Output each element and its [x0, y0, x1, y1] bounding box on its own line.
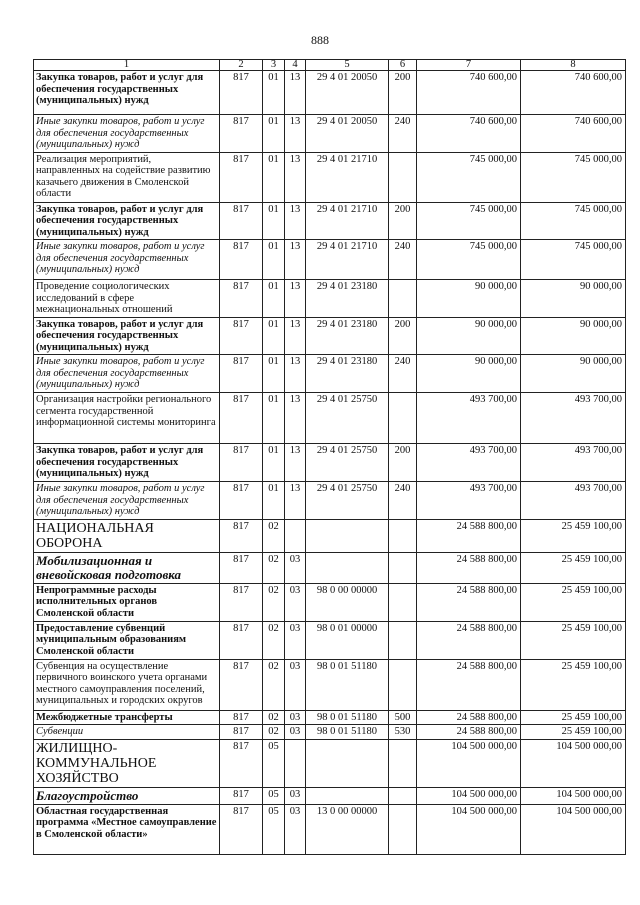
name-cell: Иные закупки товаров, работ и услуг для обеспечения государственных (муниципальных) нужд — [34, 115, 220, 153]
table-row — [34, 202, 626, 240]
table-row — [34, 317, 626, 355]
code-cell: 817 — [220, 317, 263, 355]
target-article-cell: 98 0 01 00000 — [306, 621, 389, 659]
target-article-cell: 98 0 01 51180 — [306, 725, 389, 740]
code-cell: 817 — [220, 552, 263, 583]
amount-year2-cell: 25 459 100,00 — [521, 621, 626, 659]
name-cell: Закупка товаров, работ и услуг для обеспечения государственных (муниципальных) нужд — [34, 202, 220, 240]
header-cell: 1 — [34, 60, 220, 71]
section-cell: 01 — [263, 355, 285, 393]
name-cell: Иные закупки товаров, работ и услуг для обеспечения государственных (муниципальных) нужд — [34, 240, 220, 280]
code-cell: 817 — [220, 152, 263, 202]
table-row — [34, 804, 626, 854]
table-row — [34, 71, 626, 115]
expense-type-cell: 240 — [389, 115, 417, 153]
code-cell: 817 — [220, 71, 263, 115]
name-cell: ЖИЛИЩНО-КОММУНАЛЬНОЕ ХОЗЯЙСТВО — [34, 739, 220, 787]
table-row — [34, 444, 626, 482]
expense-type-cell: 530 — [389, 725, 417, 740]
section-cell: 01 — [263, 202, 285, 240]
name-cell: Субвенции — [34, 725, 220, 740]
subsection-cell: 13 — [285, 71, 306, 115]
target-article-cell: 29 4 01 21710 — [306, 240, 389, 280]
expense-type-cell: 500 — [389, 710, 417, 725]
subsection-cell: 03 — [285, 659, 306, 710]
header-cell: 5 — [306, 60, 389, 71]
section-cell: 01 — [263, 317, 285, 355]
code-cell: 817 — [220, 519, 263, 552]
target-article-cell: 29 4 01 25750 — [306, 393, 389, 444]
target-article-cell — [306, 739, 389, 787]
section-cell: 01 — [263, 240, 285, 280]
amount-year2-cell: 25 459 100,00 — [521, 519, 626, 552]
table-header-row — [34, 60, 626, 71]
name-cell: Иные закупки товаров, работ и услуг для обеспечения государственных (муниципальных) нужд — [34, 482, 220, 520]
section-cell: 01 — [263, 152, 285, 202]
subsection-cell: 13 — [285, 317, 306, 355]
target-article-cell — [306, 552, 389, 583]
code-cell: 817 — [220, 804, 263, 854]
table-row — [34, 152, 626, 202]
amount-year2-cell: 90 000,00 — [521, 355, 626, 393]
expense-type-cell — [389, 804, 417, 854]
name-cell: Иные закупки товаров, работ и услуг для обеспечения государственных (муниципальных) нужд — [34, 355, 220, 393]
amount-year1-cell: 740 600,00 — [417, 71, 521, 115]
table-row — [34, 583, 626, 621]
amount-year1-cell: 24 588 800,00 — [417, 621, 521, 659]
table-row — [34, 659, 626, 710]
subsection-cell: 13 — [285, 240, 306, 280]
subsection-cell: 03 — [285, 804, 306, 854]
budget-table — [33, 59, 626, 855]
amount-year2-cell: 25 459 100,00 — [521, 710, 626, 725]
table-row — [34, 519, 626, 552]
section-cell: 01 — [263, 444, 285, 482]
table-row — [34, 725, 626, 740]
expense-type-cell — [389, 583, 417, 621]
section-cell: 02 — [263, 659, 285, 710]
target-article-cell — [306, 519, 389, 552]
section-cell: 05 — [263, 787, 285, 804]
amount-year2-cell: 740 600,00 — [521, 115, 626, 153]
table-row — [34, 240, 626, 280]
name-cell: Предоставление субвенций муниципальным образованиям Смоленской области — [34, 621, 220, 659]
target-article-cell: 29 4 01 21710 — [306, 152, 389, 202]
amount-year1-cell: 90 000,00 — [417, 355, 521, 393]
expense-type-cell — [389, 552, 417, 583]
section-cell: 02 — [263, 583, 285, 621]
expense-type-cell: 240 — [389, 482, 417, 520]
amount-year1-cell: 24 588 800,00 — [417, 519, 521, 552]
name-cell: Проведение социологических исследований в сфере межнациональных отношений — [34, 280, 220, 318]
target-article-cell: 13 0 00 00000 — [306, 804, 389, 854]
code-cell: 817 — [220, 393, 263, 444]
amount-year1-cell: 104 500 000,00 — [417, 787, 521, 804]
table-row — [34, 621, 626, 659]
amount-year1-cell: 745 000,00 — [417, 240, 521, 280]
amount-year1-cell: 90 000,00 — [417, 317, 521, 355]
amount-year1-cell: 104 500 000,00 — [417, 739, 521, 787]
section-cell: 01 — [263, 115, 285, 153]
amount-year1-cell: 104 500 000,00 — [417, 804, 521, 854]
amount-year1-cell: 24 588 800,00 — [417, 710, 521, 725]
expense-type-cell — [389, 280, 417, 318]
amount-year1-cell: 745 000,00 — [417, 152, 521, 202]
subsection-cell: 03 — [285, 583, 306, 621]
section-cell: 02 — [263, 621, 285, 659]
amount-year2-cell: 104 500 000,00 — [521, 804, 626, 854]
target-article-cell: 29 4 01 23180 — [306, 280, 389, 318]
code-cell: 817 — [220, 583, 263, 621]
name-cell: Межбюджетные трансферты — [34, 710, 220, 725]
section-cell: 02 — [263, 552, 285, 583]
section-cell: 05 — [263, 804, 285, 854]
expense-type-cell: 200 — [389, 71, 417, 115]
amount-year1-cell: 24 588 800,00 — [417, 552, 521, 583]
expense-type-cell — [389, 787, 417, 804]
name-cell: НАЦИОНАЛЬНАЯ ОБОРОНА — [34, 519, 220, 552]
code-cell: 817 — [220, 444, 263, 482]
expense-type-cell — [389, 519, 417, 552]
header-cell: 6 — [389, 60, 417, 71]
amount-year1-cell: 493 700,00 — [417, 393, 521, 444]
code-cell: 817 — [220, 482, 263, 520]
amount-year2-cell: 745 000,00 — [521, 202, 626, 240]
code-cell: 817 — [220, 739, 263, 787]
name-cell: Организация настройки регионального сегмента государственной информационной системы мониторинга — [34, 393, 220, 444]
amount-year2-cell: 493 700,00 — [521, 393, 626, 444]
amount-year1-cell: 24 588 800,00 — [417, 583, 521, 621]
amount-year1-cell: 90 000,00 — [417, 280, 521, 318]
code-cell: 817 — [220, 202, 263, 240]
expense-type-cell — [389, 393, 417, 444]
name-cell: Непрограммные расходы исполнительных органов Смоленской области — [34, 583, 220, 621]
subsection-cell: 13 — [285, 280, 306, 318]
amount-year1-cell: 24 588 800,00 — [417, 659, 521, 710]
table-row — [34, 115, 626, 153]
section-cell: 02 — [263, 519, 285, 552]
target-article-cell: 29 4 01 25750 — [306, 482, 389, 520]
amount-year1-cell: 493 700,00 — [417, 444, 521, 482]
amount-year2-cell: 493 700,00 — [521, 482, 626, 520]
amount-year1-cell: 24 588 800,00 — [417, 725, 521, 740]
table-row — [34, 393, 626, 444]
section-cell: 02 — [263, 725, 285, 740]
amount-year2-cell: 104 500 000,00 — [521, 787, 626, 804]
table-row — [34, 710, 626, 725]
target-article-cell — [306, 787, 389, 804]
expense-type-cell — [389, 152, 417, 202]
table-row — [34, 280, 626, 318]
target-article-cell: 29 4 01 23180 — [306, 355, 389, 393]
amount-year2-cell: 90 000,00 — [521, 280, 626, 318]
subsection-cell — [285, 739, 306, 787]
name-cell: Закупка товаров, работ и услуг для обеспечения государственных (муниципальных) нужд — [34, 317, 220, 355]
section-cell: 01 — [263, 393, 285, 444]
subsection-cell: 13 — [285, 115, 306, 153]
amount-year2-cell: 25 459 100,00 — [521, 725, 626, 740]
table-row — [34, 355, 626, 393]
target-article-cell: 29 4 01 25750 — [306, 444, 389, 482]
subsection-cell: 13 — [285, 393, 306, 444]
name-cell: Областная государственная программа «Местное самоуправление в Смоленской области» — [34, 804, 220, 854]
expense-type-cell — [389, 739, 417, 787]
amount-year2-cell: 25 459 100,00 — [521, 583, 626, 621]
table-row — [34, 787, 626, 804]
subsection-cell — [285, 519, 306, 552]
amount-year2-cell: 745 000,00 — [521, 152, 626, 202]
expense-type-cell: 240 — [389, 240, 417, 280]
header-cell: 2 — [220, 60, 263, 71]
expense-type-cell: 200 — [389, 444, 417, 482]
target-article-cell: 98 0 00 00000 — [306, 583, 389, 621]
table-row — [34, 482, 626, 520]
expense-type-cell — [389, 659, 417, 710]
amount-year2-cell: 745 000,00 — [521, 240, 626, 280]
subsection-cell: 13 — [285, 482, 306, 520]
amount-year1-cell: 740 600,00 — [417, 115, 521, 153]
subsection-cell: 13 — [285, 355, 306, 393]
expense-type-cell: 200 — [389, 202, 417, 240]
name-cell: Субвенция на осуществление первичного воинского учета органами местного самоуправления поселений, муниципальных и городских округов — [34, 659, 220, 710]
header-cell: 7 — [417, 60, 521, 71]
code-cell: 817 — [220, 710, 263, 725]
subsection-cell: 03 — [285, 787, 306, 804]
amount-year2-cell: 740 600,00 — [521, 71, 626, 115]
amount-year2-cell: 90 000,00 — [521, 317, 626, 355]
section-cell: 01 — [263, 280, 285, 318]
target-article-cell: 98 0 01 51180 — [306, 710, 389, 725]
subsection-cell: 13 — [285, 152, 306, 202]
target-article-cell: 29 4 01 23180 — [306, 317, 389, 355]
header-cell: 3 — [263, 60, 285, 71]
header-cell: 8 — [521, 60, 626, 71]
subsection-cell: 03 — [285, 710, 306, 725]
name-cell: Реализация мероприятий, направленных на содействие развитию казачьего движения в Смоленской области — [34, 152, 220, 202]
amount-year2-cell: 104 500 000,00 — [521, 739, 626, 787]
subsection-cell: 13 — [285, 444, 306, 482]
table-row — [34, 552, 626, 583]
section-cell: 02 — [263, 710, 285, 725]
target-article-cell: 98 0 01 51180 — [306, 659, 389, 710]
code-cell: 817 — [220, 240, 263, 280]
target-article-cell: 29 4 01 21710 — [306, 202, 389, 240]
code-cell: 817 — [220, 115, 263, 153]
section-cell: 01 — [263, 71, 285, 115]
target-article-cell: 29 4 01 20050 — [306, 71, 389, 115]
page-number: 888 — [311, 33, 329, 47]
expense-type-cell — [389, 621, 417, 659]
amount-year2-cell: 25 459 100,00 — [521, 552, 626, 583]
target-article-cell: 29 4 01 20050 — [306, 115, 389, 153]
code-cell: 817 — [220, 280, 263, 318]
name-cell: Мобилизационная и вневойсковая подготовка — [34, 552, 220, 583]
name-cell: Закупка товаров, работ и услуг для обеспечения государственных (муниципальных) нужд — [34, 444, 220, 482]
code-cell: 817 — [220, 787, 263, 804]
code-cell: 817 — [220, 725, 263, 740]
name-cell: Благоустройство — [34, 787, 220, 804]
amount-year2-cell: 493 700,00 — [521, 444, 626, 482]
code-cell: 817 — [220, 355, 263, 393]
subsection-cell: 03 — [285, 725, 306, 740]
amount-year1-cell: 493 700,00 — [417, 482, 521, 520]
header-cell: 4 — [285, 60, 306, 71]
code-cell: 817 — [220, 621, 263, 659]
name-cell: Закупка товаров, работ и услуг для обеспечения государственных (муниципальных) нужд — [34, 71, 220, 115]
expense-type-cell: 200 — [389, 317, 417, 355]
code-cell: 817 — [220, 659, 263, 710]
table-row — [34, 739, 626, 787]
expense-type-cell: 240 — [389, 355, 417, 393]
section-cell: 05 — [263, 739, 285, 787]
subsection-cell: 03 — [285, 552, 306, 583]
amount-year1-cell: 745 000,00 — [417, 202, 521, 240]
section-cell: 01 — [263, 482, 285, 520]
amount-year2-cell: 25 459 100,00 — [521, 659, 626, 710]
subsection-cell: 13 — [285, 202, 306, 240]
subsection-cell: 03 — [285, 621, 306, 659]
